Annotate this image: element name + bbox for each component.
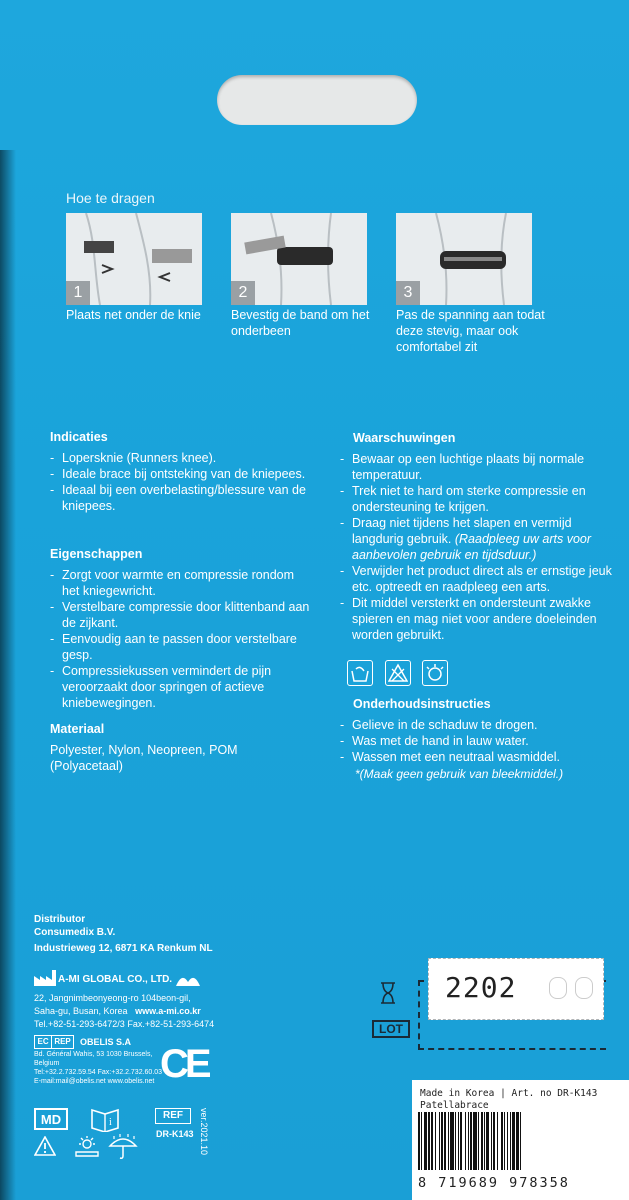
waarschuwingen-list: [340, 451, 620, 643]
step-2-image: [231, 213, 367, 305]
warning-text: Draag niet tijdens het slapen en vermijd langdurig gebruik.: [352, 516, 572, 546]
hang-hole: [217, 75, 417, 125]
list-item: - Eenvoudig aan te passen door verstelbare gesp.: [50, 631, 312, 663]
lot-symbol: LOT: [372, 1020, 410, 1038]
svg-text:i: i: [109, 1117, 112, 1128]
distributor-address: Industrieweg 12, 6871 KA Renkum NL: [34, 943, 213, 954]
barcode-line-1: Made in Korea | Art. no DR-K143: [420, 1088, 598, 1099]
onderhoud-italic-note: *(Maak geen gebruik van bleekmiddel.): [355, 767, 564, 781]
ec-rep-name: OBELIS S.A: [80, 1037, 132, 1047]
step-3-caption: Pas de spanning aan todat deze stevig, maar ook comfortabel zit: [396, 308, 545, 354]
manufacturer-city: Saha-gu, Busan, Korea: [34, 1006, 128, 1016]
step-1-image: [66, 213, 202, 305]
list-item: - Lopersknie (Runners knee).: [50, 450, 312, 466]
barcode-number: 8 719689 978358: [418, 1175, 570, 1191]
materiaal-text-1: Polyester, Nylon, Neopreen, POM: [50, 743, 238, 757]
list-item: - Was met de hand in lauw water.: [340, 733, 620, 749]
eigenschappen-heading: Eigenschappen: [50, 547, 143, 561]
sticker-perforation: [575, 977, 593, 999]
md-symbol: MD: [34, 1108, 68, 1130]
ec-label: EC: [35, 1036, 52, 1048]
step-2-number: 2: [231, 281, 255, 305]
manufacturer-name: A-MI GLOBAL CO., LTD.: [58, 974, 173, 985]
factory-icon: [34, 970, 56, 991]
list-item: - Compressiekussen vermindert de pijn veroorzaakt door springen of actieve kniebewegingen.: [50, 663, 312, 711]
list-item: - Verstelbare compressie door klittenband aan de zijkant.: [50, 599, 312, 631]
ec-rep-email: E-mail:mail@obelis.net www.obelis.net: [34, 1078, 155, 1085]
indicaties-list: [50, 450, 312, 514]
sticker-perforation: [549, 977, 567, 999]
ref-code: DR-K143: [156, 1129, 194, 1139]
materiaal-heading: Materiaal: [50, 722, 105, 736]
dry-shade-icon: [422, 660, 448, 686]
ref-symbol: REF: [155, 1108, 191, 1124]
list-item: [340, 515, 620, 563]
lot-number: 2202: [445, 971, 517, 1004]
list-item: - Zorgt voor warmte en compressie rondom het kniegewricht.: [50, 567, 312, 599]
step-3-image: [396, 213, 532, 305]
onderhoud-heading: Onderhoudsinstructies: [353, 697, 491, 711]
caution-icon: [34, 1136, 56, 1161]
step-3-number: 3: [396, 281, 420, 305]
list-item: - Wassen met een neutraal wasmiddel.: [340, 749, 620, 765]
hourglass-icon: [380, 982, 396, 1009]
step-1-number: 1: [66, 281, 90, 305]
ec-rep-tel: Tel:+32.2.732.59.54 Fax:+32.2.732.60.03: [34, 1069, 163, 1076]
list-item: - Ideale brace bij ontsteking van de kniepees.: [50, 466, 312, 482]
onderhoud-list: [340, 717, 620, 765]
barcode-line-2: Patellabrace: [420, 1100, 489, 1111]
list-item: - Ideaal bij een overbelasting/blessure van de kniepees.: [50, 482, 312, 514]
eigenschappen-list: [50, 567, 312, 711]
barcode-bars: [418, 1112, 623, 1170]
keep-away-sunlight-icon: [72, 1136, 102, 1163]
list-item: - Dit middel versterkt en ondersteunt zwakke spieren en mag niet voor andere doeleinden worden gebruikt.: [340, 595, 620, 643]
manufacturer-logo: [174, 970, 202, 993]
consult-ifu-icon: [90, 1106, 120, 1137]
step-2-caption: Bevestig de band om het onderbeen: [231, 308, 370, 338]
ec-rep-country: Belgium: [34, 1060, 60, 1067]
version-label: ver.2021.10: [199, 1108, 209, 1156]
keep-dry-icon: [108, 1134, 138, 1165]
distributor-name: Consumedix B.V.: [34, 927, 116, 938]
ce-mark: CE: [160, 1042, 208, 1086]
lot-sticker: [428, 958, 604, 1020]
manufacturer-tel: Tel.+82-51-293-6472/3 Fax.+82-51-293-6474: [34, 1019, 215, 1029]
step-1-caption: Plaats net onder de knie: [66, 308, 201, 322]
box-edge-shadow: [0, 150, 16, 1200]
manufacturer-web: www.a-mi.co.kr: [135, 1006, 201, 1016]
waarschuwingen-heading: Waarschuwingen: [353, 431, 456, 445]
manufacturer-address-1: 22, Jangnimbeonyeong-ro 104beon-gil,: [34, 993, 191, 1003]
list-item: - Gelieve in de schaduw te drogen.: [340, 717, 620, 733]
warning-italic-note: (Raadpleeg uw arts voor aanbevolen gebruik en tijdsduur.): [352, 532, 592, 562]
no-bleach-icon: [385, 660, 411, 686]
materiaal-text-2: (Polyacetaal): [50, 759, 123, 773]
list-item: - Bewaar op een luchtige plaats bij normale temperatuur.: [340, 451, 620, 483]
indicaties-heading: Indicaties: [50, 430, 108, 444]
manufacturer-address-2: [34, 1005, 201, 1017]
howto-title: Hoe te dragen: [66, 190, 155, 206]
barcode-bar: [521, 1112, 523, 1170]
ec-rep-symbol: [34, 1035, 74, 1049]
hand-wash-icon: [347, 660, 373, 686]
list-item: - Verwijder het product direct als er ernstige jeuk etc. optreedt en raadpleeg een arts.: [340, 563, 620, 595]
barcode-label: [412, 1080, 629, 1200]
list-item: - Trek niet te hard om sterke compressie en ondersteuning te krijgen.: [340, 483, 620, 515]
distributor-label: Distributor: [34, 914, 86, 925]
ec-rep-address: Bd. Général Wahis, 53 1030 Brussels,: [34, 1051, 153, 1058]
rep-label: REP: [54, 1037, 71, 1046]
